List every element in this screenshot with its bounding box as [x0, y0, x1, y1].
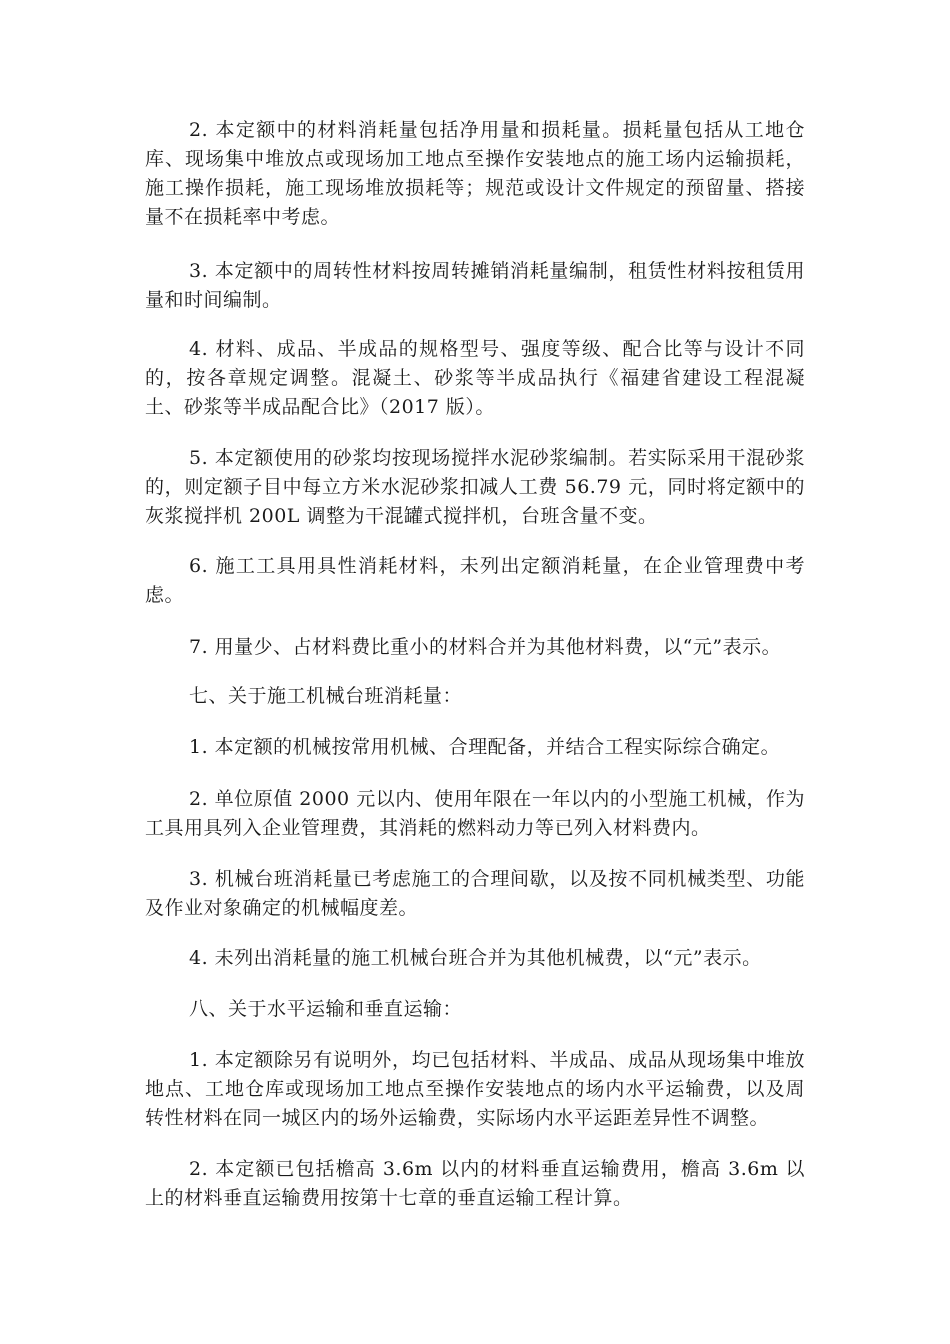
section-heading-machinery: 七、关于施工机械台班消耗量：	[189, 685, 463, 707]
paragraph-material-specs: 4. 材料、成品、半成品的规格型号、强度等级、配合比等与设计不同的，按各章规定调整。混凝土、砂浆等半成品执行《福建省建设工程混凝土、砂浆等半成品配合比》（2017 版）。	[145, 338, 805, 418]
paragraph-machinery-intervals: 3. 机械台班消耗量已考虑施工的合理间歇，以及按不同机械类型、功能及作业对象确定的机械幅度差。	[145, 868, 805, 919]
paragraph-vertical-transport: 2. 本定额已包括檐高 3.6m 以内的材料垂直运输费用，檐高 3.6m 以上的材料垂直运输费用按第十七章的垂直运输工程计算。	[145, 1158, 805, 1209]
paragraph-other-materials: 7. 用量少、占材料费比重小的材料合并为其他材料费，以“元”表示。	[189, 636, 782, 658]
paragraph-horizontal-transport: 1. 本定额除另有说明外，均已包括材料、半成品、成品从现场集中堆放地点、工地仓库或现场加工地点至操作安装地点的场内水平运输费，以及周转性材料在同一城区内的场外运输费，实际场内水平运距差异性不调整。	[145, 1049, 805, 1129]
paragraph-small-machinery: 2. 单位原值 2000 元以内、使用年限在一年以内的小型施工机械，作为工具用具列入企业管理费，其消耗的燃料动力等已列入材料费内。	[145, 788, 805, 839]
paragraph-material-consumption: 2. 本定额中的材料消耗量包括净用量和损耗量。损耗量包括从工地仓库、现场集中堆放点或现场加工地点至操作安装地点的施工场内运输损耗，施工操作损耗，施工现场堆放损耗等；规范或设计文件规定的预留量、搭接量不在损耗率中考虑。	[145, 119, 805, 228]
paragraph-turnover-materials: 3. 本定额中的周转性材料按周转摊销消耗量编制，租赁性材料按租赁用量和时间编制。	[145, 260, 805, 311]
paragraph-other-machinery: 4. 未列出消耗量的施工机械台班合并为其他机械费，以“元”表示。	[189, 947, 762, 969]
paragraph-mortar: 5. 本定额使用的砂浆均按现场搅拌水泥砂浆编制。若实际采用干混砂浆的，则定额子目中每立方米水泥砂浆扣减人工费 56.79 元，同时将定额中的灰浆搅拌机 200L 调整为干混罐式搅拌机，台班含量不变。	[145, 447, 805, 527]
paragraph-machinery-config: 1. 本定额的机械按常用机械、合理配备，并结合工程实际综合确定。	[189, 736, 781, 758]
section-heading-transport: 八、关于水平运输和垂直运输：	[189, 998, 463, 1020]
paragraph-tools: 6. 施工工具用具性消耗材料，未列出定额消耗量，在企业管理费中考虑。	[145, 555, 805, 606]
